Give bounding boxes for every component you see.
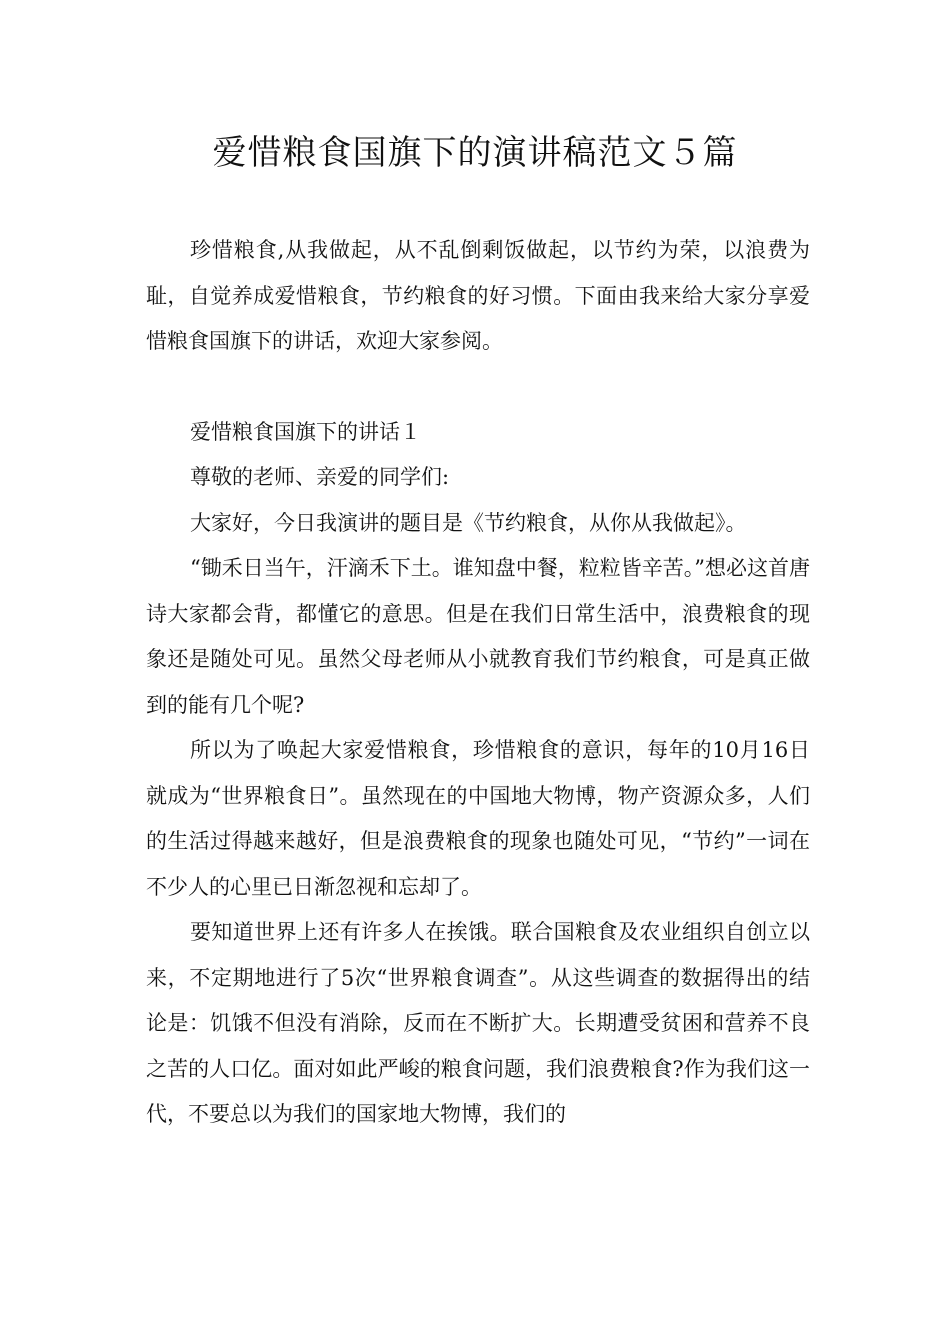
section-spacer (146, 365, 810, 410)
body-paragraph-1: 大家好，今日我演讲的题目是《节约粮食，从你从我做起》。 (190, 510, 747, 535)
body-paragraph-3: 所以为了唤起大家爱惜粮食，珍惜粮食的意识，每年的10月16日就成为“世界粮食日”。虽然现在的中国地大物博，物产资源众多，人们的生活过得越来越好，但是浪费粮食的现象也随处可见，“节约”一词在不少人的心里已日渐忽视和忘却了。 (146, 738, 810, 899)
intro-paragraph: 珍惜粮食,从我做起，从不乱倒剩饭做起，以节约为荣，以浪费为耻，自觉养成爱惜粮食，节约粮食的好习惯。下面由我来给大家分享爱惜粮食国旗下的讲话，欢迎大家参阅。 (146, 238, 810, 353)
body-paragraph-4: 要知道世界上还有许多人在挨饿。联合国粮食及农业组织自创立以来，不定期地进行了5次“世界粮食调查”。从这些调查的数据得出的结论是：饥饿不但没有消除，反而在不断扩大。长期遭受贫困和营养不良之苦的人口亿。面对如此严峻的粮食问题，我们浪费粮食?作为我们这一代，不要总以为我们的国家地大物博，我们的 (146, 920, 810, 1126)
body-paragraph-2: “锄禾日当午，汗滴禾下土。谁知盘中餐，粒粒皆辛苦。”想必这首唐诗大家都会背，都懂它的意思。但是在我们日常生活中，浪费粮食的现象还是随处可见。虽然父母老师从小就教育我们节约粮食，可是真正做到的能有几个呢? (146, 556, 810, 717)
salutation: 尊敬的老师、亲爱的同学们: (190, 465, 450, 489)
document-title: 爱惜粮食国旗下的演讲稿范文５篇 (212, 133, 738, 173)
section-heading: 爱惜粮食国旗下的讲话１ (190, 419, 421, 444)
document-body (146, 228, 810, 1138)
